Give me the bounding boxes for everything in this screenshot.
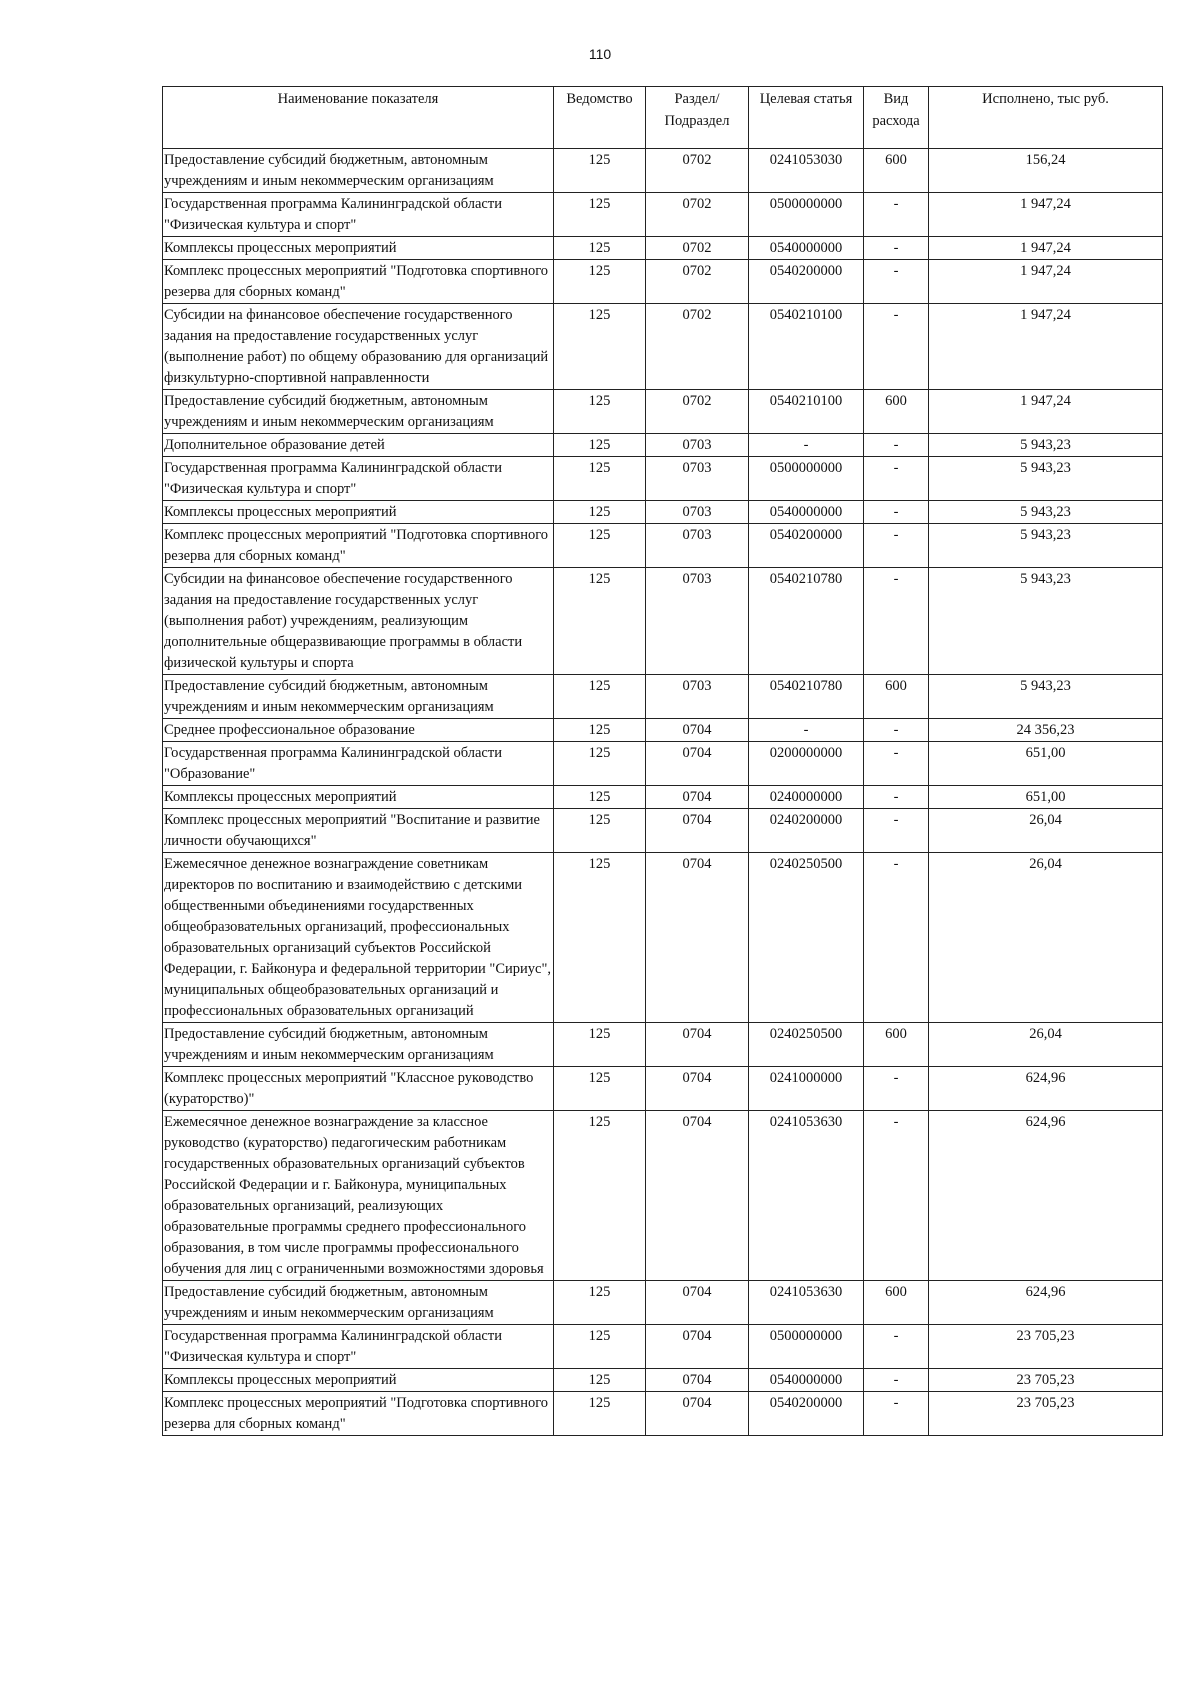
cell-amount: 5 943,23: [929, 524, 1163, 568]
cell-amount: 1 947,24: [929, 237, 1163, 260]
cell-amount: 24 356,23: [929, 719, 1163, 742]
table-body: [163, 149, 1163, 1436]
cell-section: 0702: [646, 237, 749, 260]
cell-department: 125: [554, 524, 646, 568]
cell-name: Комплексы процессных мероприятий: [163, 1369, 554, 1392]
cell-name: Комплекс процессных мероприятий "Подготовка спортивного резерва для сборных команд": [163, 524, 554, 568]
cell-section: 0703: [646, 434, 749, 457]
cell-target: 0241053630: [749, 1111, 864, 1281]
table-row: [163, 809, 1163, 853]
cell-target: 0540210100: [749, 390, 864, 434]
cell-target: 0240250500: [749, 853, 864, 1023]
cell-department: 125: [554, 742, 646, 786]
cell-expense-type: 600: [864, 1281, 929, 1325]
cell-amount: 651,00: [929, 786, 1163, 809]
cell-section: 0702: [646, 304, 749, 390]
cell-expense-type: -: [864, 1369, 929, 1392]
cell-amount: 1 947,24: [929, 390, 1163, 434]
cell-amount: 651,00: [929, 742, 1163, 786]
cell-department: 125: [554, 853, 646, 1023]
table-row: [163, 1392, 1163, 1436]
cell-name: Ежемесячное денежное вознаграждение советникам директоров по воспитанию и взаимодействию с детскими общественными объединениями государственных общеобразовательных организаций, профессиональных образовательных организаций субъектов Российской Федерации, г. Байконура и федеральной территории "Сириус", муниципальных общеобразовательных организаций и профессиональных образовательных организаций: [163, 853, 554, 1023]
cell-name: Предоставление субсидий бюджетным, автономным учреждениям и иным некоммерческим организациям: [163, 149, 554, 193]
cell-expense-type: -: [864, 568, 929, 675]
cell-amount: 624,96: [929, 1067, 1163, 1111]
cell-department: 125: [554, 809, 646, 853]
cell-expense-type: -: [864, 304, 929, 390]
cell-amount: 5 943,23: [929, 457, 1163, 501]
cell-target: 0241053030: [749, 149, 864, 193]
cell-name: Субсидии на финансовое обеспечение государственного задания на предоставление государственных услуг (выполнения работ) учреждениям, реализующим дополнительные общеразвивающие программы в области физической культуры и спорта: [163, 568, 554, 675]
cell-expense-type: 600: [864, 675, 929, 719]
cell-name: Комплексы процессных мероприятий: [163, 786, 554, 809]
table-row: [163, 1281, 1163, 1325]
cell-name: Предоставление субсидий бюджетным, автономным учреждениям и иным некоммерческим организациям: [163, 390, 554, 434]
cell-target: 0240200000: [749, 809, 864, 853]
cell-name: Дополнительное образование детей: [163, 434, 554, 457]
cell-amount: 26,04: [929, 1023, 1163, 1067]
cell-target: 0500000000: [749, 457, 864, 501]
cell-section: 0702: [646, 193, 749, 237]
cell-department: 125: [554, 237, 646, 260]
cell-section: 0704: [646, 1023, 749, 1067]
cell-department: 125: [554, 193, 646, 237]
cell-section: 0704: [646, 786, 749, 809]
cell-department: 125: [554, 786, 646, 809]
cell-target: 0540200000: [749, 524, 864, 568]
cell-target: 0540210780: [749, 568, 864, 675]
cell-section: 0703: [646, 568, 749, 675]
cell-department: 125: [554, 390, 646, 434]
cell-target: 0540000000: [749, 1369, 864, 1392]
page-number: 110: [588, 46, 612, 62]
cell-name: Предоставление субсидий бюджетным, автономным учреждениям и иным некоммерческим организациям: [163, 1281, 554, 1325]
cell-expense-type: -: [864, 501, 929, 524]
cell-section: 0702: [646, 390, 749, 434]
header-expense-type: Вид расхода: [864, 87, 929, 149]
cell-expense-type: -: [864, 742, 929, 786]
cell-section: 0704: [646, 719, 749, 742]
cell-target: 0500000000: [749, 1325, 864, 1369]
table-row: [163, 853, 1163, 1023]
cell-section: 0703: [646, 457, 749, 501]
cell-department: 125: [554, 1392, 646, 1436]
cell-section: 0704: [646, 809, 749, 853]
table-row: [163, 193, 1163, 237]
cell-section: 0704: [646, 1111, 749, 1281]
cell-name: Ежемесячное денежное вознаграждение за классное руководство (кураторство) педагогическим работникам государственных образовательных организаций субъектов Российской Федерации и г. Байконура, муниципальных образовательных организаций, реализующих образовательные программы среднего профессионального образования, в том числе программы профессионального обучения для лиц с ограниченными возможностями здоровья: [163, 1111, 554, 1281]
header-target: Целевая статья: [749, 87, 864, 149]
table-row: [163, 260, 1163, 304]
cell-department: 125: [554, 501, 646, 524]
cell-section: 0702: [646, 260, 749, 304]
table-row: [163, 568, 1163, 675]
cell-department: 125: [554, 457, 646, 501]
cell-section: 0704: [646, 1325, 749, 1369]
cell-name: Государственная программа Калининградской области "Физическая культура и спорт": [163, 457, 554, 501]
cell-expense-type: -: [864, 1325, 929, 1369]
cell-amount: 23 705,23: [929, 1325, 1163, 1369]
cell-department: 125: [554, 434, 646, 457]
header-name: Наименование показателя: [163, 87, 554, 149]
table-row: [163, 675, 1163, 719]
cell-expense-type: 600: [864, 1023, 929, 1067]
cell-expense-type: -: [864, 457, 929, 501]
cell-department: 125: [554, 260, 646, 304]
cell-expense-type: -: [864, 853, 929, 1023]
cell-expense-type: -: [864, 237, 929, 260]
table-header-row: [163, 87, 1163, 149]
cell-section: 0704: [646, 1369, 749, 1392]
cell-amount: 5 943,23: [929, 675, 1163, 719]
cell-amount: 624,96: [929, 1281, 1163, 1325]
cell-target: -: [749, 719, 864, 742]
cell-name: Комплекс процессных мероприятий "Подготовка спортивного резерва для сборных команд": [163, 1392, 554, 1436]
cell-section: 0704: [646, 1067, 749, 1111]
cell-department: 125: [554, 675, 646, 719]
table-row: [163, 1325, 1163, 1369]
table-row: [163, 237, 1163, 260]
cell-target: 0540200000: [749, 260, 864, 304]
cell-expense-type: -: [864, 786, 929, 809]
cell-expense-type: -: [864, 260, 929, 304]
cell-name: Предоставление субсидий бюджетным, автономным учреждениям и иным некоммерческим организациям: [163, 675, 554, 719]
cell-section: 0702: [646, 149, 749, 193]
cell-expense-type: -: [864, 524, 929, 568]
cell-expense-type: -: [864, 434, 929, 457]
cell-department: 125: [554, 1023, 646, 1067]
cell-target: 0241053630: [749, 1281, 864, 1325]
cell-expense-type: 600: [864, 149, 929, 193]
cell-name: Государственная программа Калининградской области "Физическая культура и спорт": [163, 193, 554, 237]
cell-amount: 156,24: [929, 149, 1163, 193]
cell-name: Предоставление субсидий бюджетным, автономным учреждениям и иным некоммерческим организациям: [163, 1023, 554, 1067]
table-row: [163, 524, 1163, 568]
cell-section: 0703: [646, 524, 749, 568]
cell-section: 0703: [646, 675, 749, 719]
table-row: [163, 434, 1163, 457]
cell-name: Комплексы процессных мероприятий: [163, 237, 554, 260]
cell-department: 125: [554, 1369, 646, 1392]
table-row: [163, 304, 1163, 390]
cell-target: 0540200000: [749, 1392, 864, 1436]
cell-target: 0240000000: [749, 786, 864, 809]
cell-section: 0703: [646, 501, 749, 524]
cell-department: 125: [554, 149, 646, 193]
table-row: [163, 149, 1163, 193]
cell-amount: 5 943,23: [929, 501, 1163, 524]
cell-name: Государственная программа Калининградской области "Физическая культура и спорт": [163, 1325, 554, 1369]
cell-amount: 26,04: [929, 853, 1163, 1023]
table-row: [163, 457, 1163, 501]
header-section: Раздел/ Подраздел: [646, 87, 749, 149]
table-row: [163, 719, 1163, 742]
table-row: [163, 501, 1163, 524]
cell-department: 125: [554, 304, 646, 390]
cell-target: -: [749, 434, 864, 457]
cell-target: 0540000000: [749, 501, 864, 524]
cell-amount: 1 947,24: [929, 260, 1163, 304]
header-department: Ведомство: [554, 87, 646, 149]
header-amount: Исполнено, тыс руб.: [929, 87, 1163, 149]
cell-expense-type: -: [864, 1392, 929, 1436]
cell-expense-type: -: [864, 809, 929, 853]
cell-amount: 5 943,23: [929, 568, 1163, 675]
cell-amount: 26,04: [929, 809, 1163, 853]
cell-target: 0200000000: [749, 742, 864, 786]
cell-target: 0240250500: [749, 1023, 864, 1067]
cell-name: Государственная программа Калининградской области "Образование": [163, 742, 554, 786]
cell-expense-type: -: [864, 1067, 929, 1111]
table-row: [163, 1111, 1163, 1281]
cell-expense-type: 600: [864, 390, 929, 434]
cell-amount: 23 705,23: [929, 1369, 1163, 1392]
cell-department: 125: [554, 1325, 646, 1369]
cell-name: Комплекс процессных мероприятий "Подготовка спортивного резерва для сборных команд": [163, 260, 554, 304]
table-row: [163, 786, 1163, 809]
table-row: [163, 1369, 1163, 1392]
cell-amount: 624,96: [929, 1111, 1163, 1281]
cell-name: Субсидии на финансовое обеспечение государственного задания на предоставление государственных услуг (выполнение работ) по общему образованию для организаций физкультурно-спортивной направленности: [163, 304, 554, 390]
cell-name: Среднее профессиональное образование: [163, 719, 554, 742]
table-row: [163, 1067, 1163, 1111]
cell-amount: 5 943,23: [929, 434, 1163, 457]
table-row: [163, 1023, 1163, 1067]
cell-amount: 1 947,24: [929, 193, 1163, 237]
cell-section: 0704: [646, 853, 749, 1023]
cell-name: Комплексы процессных мероприятий: [163, 501, 554, 524]
cell-section: 0704: [646, 1392, 749, 1436]
cell-amount: 1 947,24: [929, 304, 1163, 390]
cell-target: 0540000000: [749, 237, 864, 260]
cell-department: 125: [554, 1067, 646, 1111]
cell-target: 0241000000: [749, 1067, 864, 1111]
cell-name: Комплекс процессных мероприятий "Классное руководство (кураторство)": [163, 1067, 554, 1111]
cell-target: 0540210100: [749, 304, 864, 390]
table-row: [163, 390, 1163, 434]
budget-table: [162, 86, 1163, 1436]
cell-section: 0704: [646, 742, 749, 786]
cell-target: 0540210780: [749, 675, 864, 719]
cell-expense-type: -: [864, 719, 929, 742]
cell-amount: 23 705,23: [929, 1392, 1163, 1436]
cell-department: 125: [554, 568, 646, 675]
cell-target: 0500000000: [749, 193, 864, 237]
cell-department: 125: [554, 1111, 646, 1281]
cell-expense-type: -: [864, 1111, 929, 1281]
cell-name: Комплекс процессных мероприятий "Воспитание и развитие личности обучающихся": [163, 809, 554, 853]
cell-section: 0704: [646, 1281, 749, 1325]
cell-department: 125: [554, 719, 646, 742]
table-row: [163, 742, 1163, 786]
cell-department: 125: [554, 1281, 646, 1325]
cell-expense-type: -: [864, 193, 929, 237]
